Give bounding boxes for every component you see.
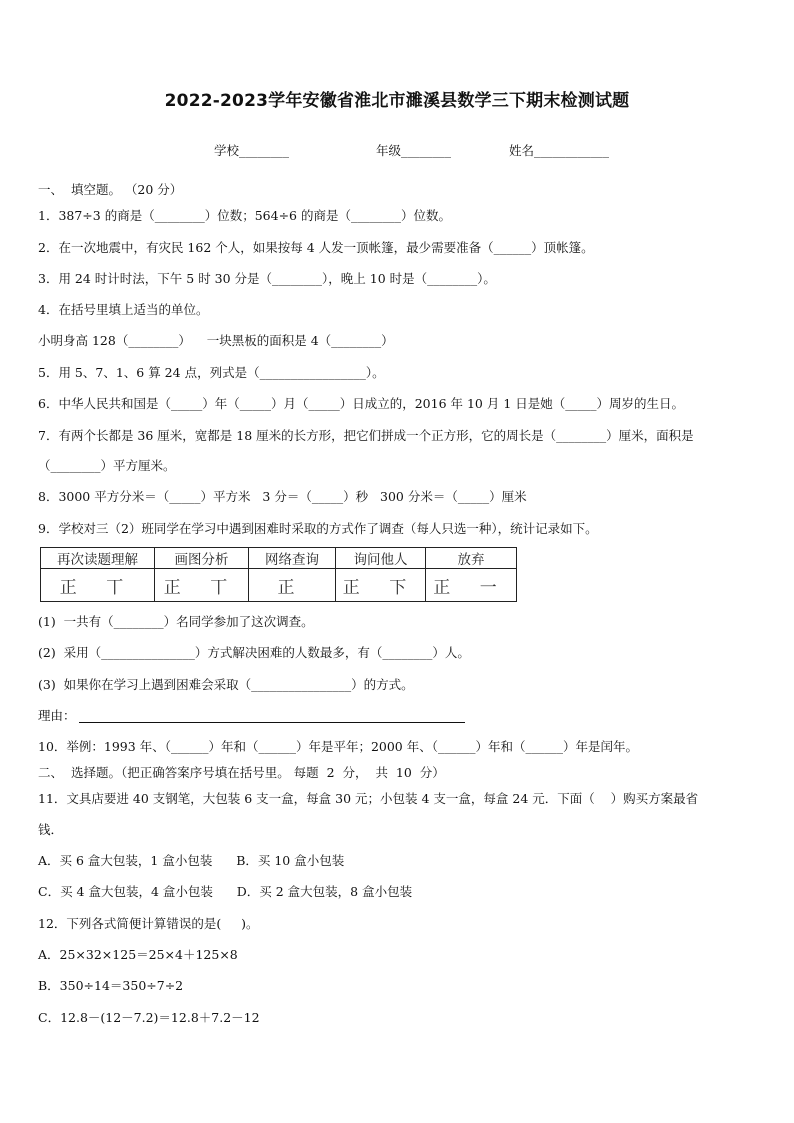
question-11-line1: 11．文具店要进 40 支钢笔，大包装 6 支一盒，每盒 30 元；小包装 4 支一盒，每盒 24 元．下面（ ）购买方案最省	[38, 791, 699, 806]
question-12-option-b: B．350÷14＝350÷7÷2	[38, 978, 184, 993]
survey-table	[40, 547, 517, 602]
question-7-line2: （________）平方厘米。	[38, 458, 176, 473]
name-field[interactable]: 姓名____________	[509, 143, 610, 158]
tally-cell: 正 下	[336, 569, 426, 602]
grade-field[interactable]: 年级________	[376, 143, 452, 158]
page-title: 2022-2023学年安徽省淮北市濉溪县数学三下期末检测试题	[164, 91, 630, 111]
tally-cell: 正 丅	[41, 569, 155, 602]
question-1: 1．387÷3 的商是（________）位数；564÷6 的商是（________）位数。	[38, 208, 451, 223]
reason-label: 理由：	[38, 708, 76, 723]
table-header-cell: 网络查询	[249, 548, 336, 569]
section1-heading: 一、 填空题。 （20 分）	[38, 182, 183, 197]
table-header-cell: 再次读题理解	[41, 548, 155, 569]
question-9-part2: (2) 采用（_______________）方式解决困难的人数最多，有（________）人。	[38, 645, 470, 660]
question-12-option-c: C．12.8－(12－7.2)＝12.8＋7.2－12	[38, 1010, 260, 1025]
table-header-cell: 询问他人	[336, 548, 426, 569]
reason-answer-line[interactable]	[79, 722, 465, 723]
question-9: 9．学校对三（2）班同学在学习中遇到困难时采取的方式作了调查（每人只选一种），统计记录如下。	[38, 521, 598, 536]
table-header-cell: 画图分析	[155, 548, 249, 569]
question-8: 8．3000 平方分米＝（_____）平方米 3 分＝（_____）秒 300 分米＝（_____）厘米	[38, 489, 527, 504]
question-9-part1: (1) 一共有（________）名同学参加了这次调查。	[38, 614, 314, 629]
question-6: 6．中华人民共和国是（_____）年（_____）月（_____）日成立的，2016 年 10 月 1 日是她（_____）周岁的生日。	[38, 396, 684, 411]
tally-cell: 正 一	[426, 569, 517, 602]
tally-cell: 正	[249, 569, 336, 602]
question-12-option-a: A．25×32×125＝25×4＋125×8	[38, 947, 238, 962]
question-10: 10．举例：1993 年、（______）年和（______）年是平年；2000 年、（______）年和（______）年是闰年。	[38, 739, 638, 754]
tally-cell: 正 丅	[155, 569, 249, 602]
section2-heading: 二、 选择题。（把正确答案序号填在括号里。 每题 2 分， 共 10 分）	[38, 765, 445, 780]
question-11-options-ab: A．买 6 盒大包装，1 盒小包装 B．买 10 盒小包装	[38, 853, 345, 868]
question-11-line2: 钱．	[38, 822, 64, 837]
question-11-options-cd: C．买 4 盒大包装，4 盒小包装 D．买 2 盒大包装，8 盒小包装	[38, 884, 413, 899]
question-12: 12．下列各式简便计算错误的是( )。	[38, 916, 259, 931]
question-5: 5．用 5、7、1、6 算 24 点，列式是（_________________）。	[38, 365, 385, 380]
school-field[interactable]: 学校________	[214, 143, 290, 158]
question-2: 2．在一次地震中，有灾民 162 个人，如果按每 4 人发一顶帐篷，最少需要准备（______）顶帐篷。	[38, 240, 594, 255]
table-header-cell: 放弃	[426, 548, 517, 569]
question-3: 3．用 24 时计时法，下午 5 时 30 分是（________），晚上 10 时是（________）。	[38, 271, 496, 286]
question-4-sub: 小明身高 128（________） 一块黑板的面积是 4（________）	[38, 333, 394, 348]
question-4: 4．在括号里填上适当的单位。	[38, 302, 209, 317]
question-9-part3: (3) 如果你在学习上遇到困难会采取（________________）的方式。	[38, 677, 414, 692]
question-7-line1: 7．有两个长都是 36 厘米，宽都是 18 厘米的长方形，把它们拼成一个正方形，它的周长是（________）厘米，面积是	[38, 428, 694, 443]
